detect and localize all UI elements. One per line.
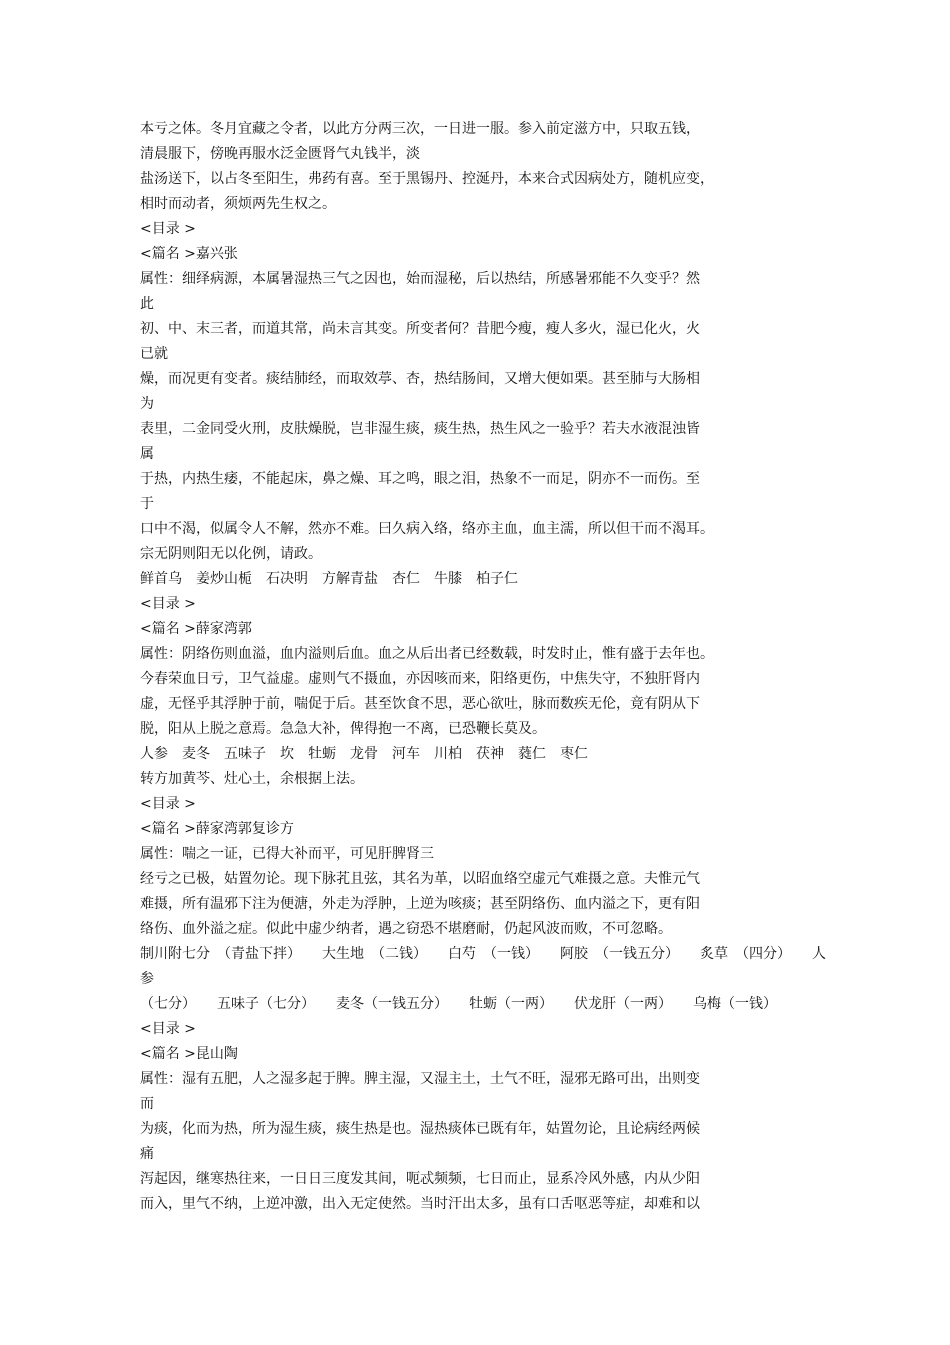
text-line: 属性：喘之一证，已得大补而平，可见肝脾肾三 (140, 846, 434, 862)
text-line: <目录 > (140, 221, 196, 237)
text-line: 口中不渴，似属令人不解，然亦不难。曰久病入络，络亦主血，血主濡，所以但干而不渴耳。 (140, 521, 714, 537)
text-line: 制川附七分 （青盐下拌） 大生地 （二钱） 白芍 （一钱） 阿胶 （一钱五分） 炙草 （四分） 人 (140, 946, 826, 962)
text-line: 络伤、血外溢之症。似此中虚少纳者，遇之窃恐不堪磨耐，仍起风波而败，不可忽略。 (140, 921, 672, 937)
text-line: 初、中、末三者，而道其常，尚未言其变。所变者何？昔肥今瘦，瘦人多火，湿已化火，火 (140, 321, 700, 337)
text-line: 已就 (140, 346, 168, 362)
text-line: 而入，里气不纳，上逆冲激，出入无定使然。当时汗出太多，虽有口舌呕恶等症，却难和以 (140, 1196, 700, 1212)
text-line: <篇名 >薛家湾郭复诊方 (140, 821, 294, 837)
text-line: 属性：阴络伤则血溢，血内溢则后血。血之从后出者已经数载，时发时止，惟有盛于去年也。 (140, 646, 714, 662)
text-line: <目录 > (140, 596, 196, 612)
text-line: 人参 麦冬 五味子 坎 牡蛎 龙骨 河车 川柏 茯神 蕤仁 枣仁 (140, 746, 588, 762)
text-line: 而 (140, 1096, 154, 1112)
text-line: 属 (140, 446, 154, 462)
text-line: <篇名 >薛家湾郭 (140, 621, 252, 637)
text-line: （七分） 五味子（七分） 麦冬（一钱五分） 牡蛎（一两） 伏龙肝（一两） 乌梅（一钱） (140, 996, 777, 1012)
text-line: <篇名 >昆山陶 (140, 1046, 238, 1062)
text-line: 参 (140, 971, 154, 987)
text-line: 为 (140, 396, 154, 412)
text-line: 鲜首乌 姜炒山栀 石决明 方解青盐 杏仁 牛膝 柏子仁 (140, 571, 518, 587)
text-line: 脱，阳从上脱之意焉。急急大补，俾得抱一不离，已恐鞭长莫及。 (140, 721, 546, 737)
text-line: 为痰，化而为热，所为湿生痰，痰生热是也。湿热痰体已既有年，姑置勿论，且论病经两候 (140, 1121, 700, 1137)
text-line: <目录 > (140, 796, 196, 812)
text-line: 于 (140, 496, 154, 512)
text-line: 本亏之体。冬月宜藏之令者，以此方分两三次，一日进一服。参入前定滋方中，只取五钱， (140, 121, 700, 137)
document-page (140, 117, 826, 1217)
text-line: 于热，内热生痿，不能起床，鼻之燥、耳之鸣，眼之泪，热象不一而足，阴亦不一而伤。至 (140, 471, 700, 487)
text-line: 泻起因，继寒热往来，一日日三度发其间，呃忒频频，七日而止，显系冷风外感，内从少阳 (140, 1171, 700, 1187)
text-line: 虚，无怪乎其浮肿于前，喘促于后。甚至饮食不思，恶心欲吐，脉而数疾无伦，竟有阴从下 (140, 696, 700, 712)
text-line: 燥，而况更有变者。痰结肺经，而取效葶、杏，热结肠间，又增大便如栗。甚至肺与大肠相 (140, 371, 700, 387)
text-line: 此 (140, 296, 154, 312)
text-line: 难摄，所有温邪下注为便溏，外走为浮肿，上逆为咳痰；甚至阴络伤、血内溢之下，更有阳 (140, 896, 700, 912)
text-line: 宗无阴则阳无以化例，请政。 (140, 546, 322, 562)
text-line: 痛 (140, 1146, 154, 1162)
text-line: 表里，二金同受火刑，皮肤燥脱，岂非湿生痰，痰生热，热生风之一验乎？若夫水液混浊皆 (140, 421, 700, 437)
text-line: 属性：细绎病源，本属暑湿热三气之因也，始而湿秘，后以热结，所感暑邪能不久变乎？然 (140, 271, 700, 287)
text-line: 清晨服下，傍晚再服水泛金匮肾气丸钱半，淡 (140, 146, 420, 162)
text-line: <目录 > (140, 1021, 196, 1037)
text-line: 盐汤送下，以占冬至阳生，弗药有喜。至于黑锡丹、控涎丹，本来合式因病处方，随机应变， (140, 171, 714, 187)
text-line: 今春荣血日亏，卫气益虚。虚则气不摄血，亦因咳而来，阳络更伤，中焦失守，不独肝肾内 (140, 671, 700, 687)
text-line: 相时而动者，须烦两先生权之。 (140, 196, 336, 212)
text-line: 属性：湿有五肥，人之湿多起于脾。脾主湿，又湿主土，土气不旺，湿邪无路可出，出则变 (140, 1071, 700, 1087)
text-line: 转方加黄芩、灶心土，余根据上法。 (140, 771, 364, 787)
text-line: 经亏之已极，姑置勿论。现下脉芤且弦，其名为革，以昭血络空虚元气难摄之意。夫惟元气 (140, 871, 700, 887)
text-line: <篇名 >嘉兴张 (140, 246, 238, 262)
